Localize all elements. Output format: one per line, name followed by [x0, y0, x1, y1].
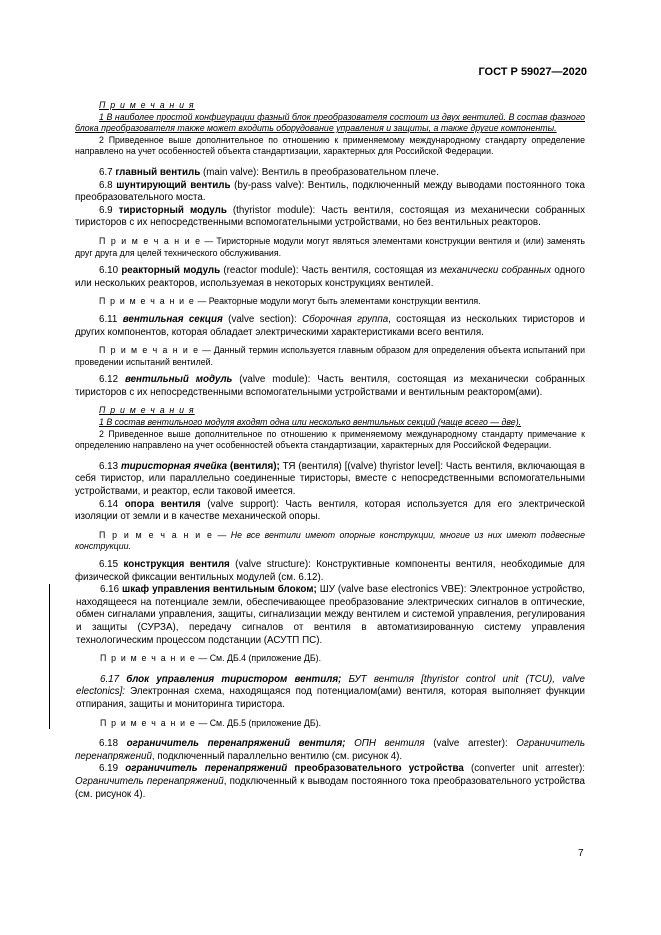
note-6-16: П р и м е ч а н и е — См. ДБ.4 (приложение ДБ).	[100, 653, 322, 664]
term-6-9: 6.9 тиристорный модуль (thyristor module): Часть вентиля, состоящая из механически собранных тиристоров с их непосредственными вспомогательными устройствами, но без вентильных реакторов.	[75, 204, 586, 229]
term-name: главный вентиль	[115, 166, 201, 178]
term-name: тиристорный модуль	[118, 204, 227, 216]
change-bar-section	[49, 584, 585, 729]
term-name: конструкция вентиля	[123, 559, 230, 570]
term-6-10: 6.10 реакторный модуль (reactor module): Часть вентиля, состоящая из механически собранных одного или нескольких реакторов, используемая в некоторых конструкциях вентилей.	[75, 265, 586, 289]
term-6-15: 6.15 конструкция вентиля (valve structure): Конструктивные компоненты вентиля, необходимые для физической фиксации вентильных модулей (см. 6.12).	[75, 559, 585, 583]
term-6-12: 6.12 вентильный модуль (valve module): Часть вентиля, состоящая из механически собранных тиристоров с их непосредственными вспомогательными устройствами и вентильным реактором(ами).	[75, 374, 585, 398]
term-name: шунтирующий вентиль	[116, 179, 231, 191]
note-item: 2 Приведенное выше дополнительное по отношению к применяемому международному стандарту примечание к определению направлено на учет особенностей объекта стандартизации, характерных для Российской Федерации.	[75, 428, 585, 451]
note-item: 2 Приведенное выше дополнительное по отношению к применяемому международному стандарту определение направлено на учет особенностей объекта стандартизации, характерных для Российской Федерации.	[75, 134, 585, 157]
term-6-11: 6.11 вентильная секция (valve section): Сборочная группа, состоящая из нескольких тиристоров и других компонентов, которая обладает электрическими характеристиками всего вентиля.	[75, 313, 586, 338]
note-item: 1 В состав вентильного модуля входят одна или несколько вентильных секций (чаще всего — две).	[99, 417, 522, 428]
standard-header: ГОСТ Р 59027—2020	[478, 66, 587, 78]
term-name: вентильный модуль	[124, 374, 233, 386]
term-6-19: 6.19 ограничитель перенапряжений преобразовательного устройства (converter unit arrester): Ограничитель перенапряжений, подключенный к выводам постоянного тока преобразовательного устройства (см. рисунок 4).	[75, 763, 585, 800]
note-6-11: П р и м е ч а н и е — Данный термин используется главным образом для определения объекта испытаний при проведении испытаний вентилей.	[75, 345, 586, 367]
term-name: ограничитель перенапряжений	[125, 763, 288, 775]
term-name: блок управления тиристором вентиля;	[126, 673, 342, 685]
term-6-17: 6.17 блок управления тиристором вентиля; БУТ вентиля [thyristor control unit (TCU), valve electonics]: Электронная схема, находящаяся под потенциалом(ами) вентиля, которая выполняет функции отпирания, защиты и мониторинга тиристора.	[76, 673, 586, 710]
note-item: 1 В наиболее простой конфигурации фазный блок преобразователя состоит из двух вентилей. В состав фазного блока преобразователя также может входить оборудование управления и защиты, а также другие компоненты.	[75, 111, 585, 134]
document-body	[75, 100, 585, 801]
note-6-17: П р и м е ч а н и е — См. ДБ.5 (приложение ДБ).	[100, 717, 322, 728]
term-6-8: 6.8 шунтирующий вентиль (by-pass valve): Вентиль, подключенный между выводами постоянного тока преобразовательного моста.	[75, 179, 585, 204]
term-6-18: 6.18 ограничитель перенапряжений вентиля; ОПН вентиля (valve arrester): Ограничитель перенапряжений, подключенный параллельно вентилю (см. рисунок 4).	[75, 738, 585, 762]
term-6-14: 6.14 опора вентиля (valve support): Часть вентиля, которая используется для его электрической изоляции от земли и в качестве механической опоры.	[75, 498, 585, 523]
notes-title: П р и м е ч а н и я	[99, 100, 195, 110]
term-name: опора вентиля	[124, 498, 201, 510]
notes-title: П р и м е ч а н и я	[99, 405, 195, 416]
note-6-9: П р и м е ч а н и е — Тиристорные модули могут являться элементами конструкции вентиля и (или) заменять друг друга для целей технического обслуживания.	[75, 235, 585, 258]
term-name: реакторный модуль	[121, 265, 221, 277]
term-name: вентильная секция	[122, 313, 223, 325]
term-6-13: 6.13 тиристорная ячейка (вентиля); ТЯ (вентиля) [(valve) thyristor level]: Часть вентиля, включающая в себя тиристор, или параллельно соединенные тиристоры, вместе с непосредственными вспомогательными устройствами, и реактор, если таковой имеется.	[75, 460, 586, 498]
note-6-14: П р и м е ч а н и е — Не все вентили имеют опорные конструкции, многие из них имеют подвесные конструкции.	[75, 529, 585, 552]
term-name: ограничитель перенапряжений вентиля;	[126, 738, 346, 750]
page-number: 7	[578, 848, 584, 859]
term-6-7: 6.7 главный вентиль (main valve): Вентиль в преобразовательном плече.	[99, 166, 439, 178]
term-6-16: 6.16 шкаф управления вентильным блоком; ШУ (valve base electronics VBE): Электронное устройство, находящееся на потенциале земли, обеспечивающее преобразование электрических сигналов в оптические, обмен сигналами управления, защиты, сигнализации между вентилем и системой управления, регулирования и защиты (СУРЗА), передачу сигналов от вентиля в автоматизированную систему управления технологическим процессом подстанции (АСУТП ПС).	[76, 584, 586, 646]
term-name: тиристорная ячейка	[120, 460, 228, 472]
term-name: шкаф управления вентильным блоком;	[122, 584, 317, 596]
note-6-10: П р и м е ч а н и е — Реакторные модули могут быть элементами конструкции вентиля.	[99, 296, 481, 307]
